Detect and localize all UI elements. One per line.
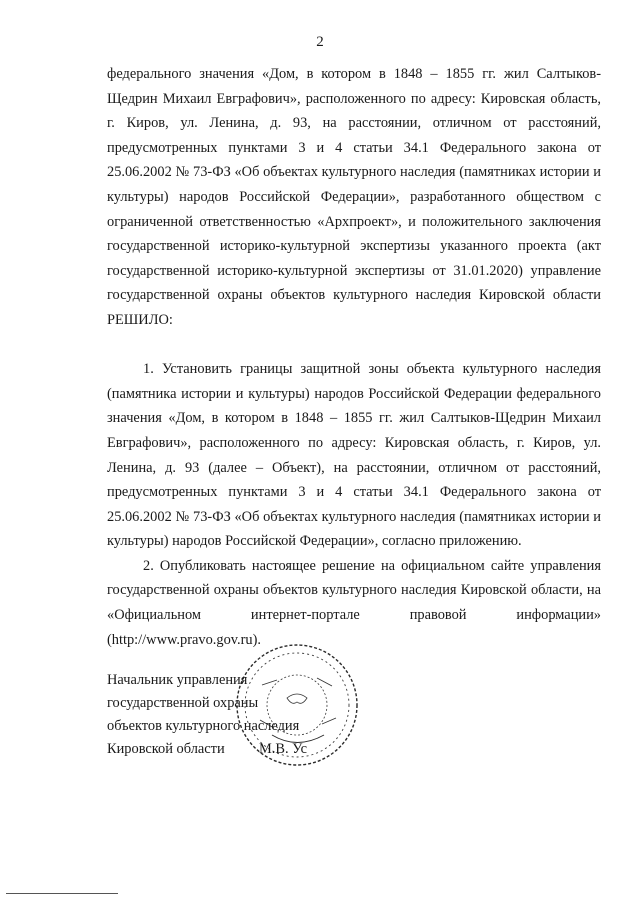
signature-title-line-2: государственной охраны — [107, 695, 259, 711]
page-number: 2 — [316, 34, 324, 50]
footer-rule — [6, 893, 118, 894]
document-body — [107, 62, 601, 652]
signature-title-line-1: Начальник управления — [107, 672, 248, 688]
signature-block — [107, 669, 387, 761]
paragraph-item-2: 2. Опубликовать настоящее решение на официальном сайте управления государственной охраны объектов культурного наследия Кировской области, на «Официальном интернет-портале правовой информации» (http://www.pravo.gov.ru). — [107, 557, 601, 648]
paragraph-preamble-continuation: федерального значения «Дом, в котором в 1848 – 1855 гг. жил Салтыков-Щедрин Михаил Евграфович», расположенного по адресу: Кировская область, г. Киров, ул. Ленина, д. 93, на расстоянии, отличном от расстояний, предусмотренных пунктами 3 и 4 статьи 34.1 Федерального закона от 25.06.2002 № 73-ФЗ «Об объектах культурного наследия (памятниках истории и культуры) народов Российской Федерации», разработанного обществом с ограниченной ответственностью «Архпроект», и положительного заключения государственной историко-культурной экспертизы указанного проекта (акт государственной историко-культурной экспертизы от 31.01.2020) управление государственной охраны объектов культурного наследия Кировской области РЕШИЛО: — [107, 66, 601, 328]
paragraph-item-1: 1. Установить границы защитной зоны объекта культурного наследия (памятника истории и культуры) народов Российской Федерации федерального значения «Дом, в котором в 1848 – 1855 гг. жил Салтыков-Щедрин Михаил Евграфович», расположенного по адресу: Кировская область, г. Киров, ул. Ленина, д. 93 (далее – Объект), на расстоянии, отличном от расстояний, предусмотренных пунктами 3 и 4 статьи 34.1 Федерального закона от 25.06.2002 № 73-ФЗ «Об объектах культурного наследия (памятниках истории и культуры) народов Российской Федерации», согласно приложению. — [107, 361, 601, 550]
paragraph-gap — [107, 333, 601, 358]
signature-title-line-4: Кировской области — [107, 741, 225, 757]
signatory-name: М.В. Ус — [259, 741, 308, 757]
signature-title-line-3: объектов культурного наследия — [107, 718, 300, 734]
